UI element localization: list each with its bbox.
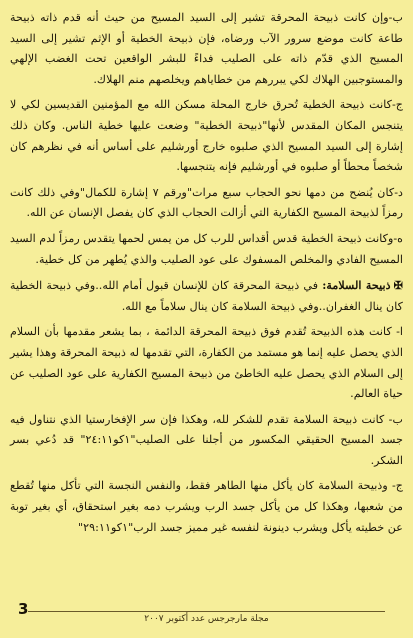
paragraph: ب-وإن كانت ذبيحة المحرقة تشير إلى السيد المسيح من حيث أنه قدم ذاته ذبيحة طاعة كانت موضع سرور الآب ورضاه، فإن ذبيحة الخطية أو الإثم تشير إلى السيد المسيح الذي قدّم ذاته على الصليب فداءً للبشر الواقعين تحت الغضب الإلهي والمستوجبين الهلاك لكي يبررهم من خطاياهم ويخلصهم منم الهلاك. — [10, 11, 403, 86]
page-number: 3 — [18, 600, 29, 618]
footer-issue: مجلة مارجرجس عدد أكتوبر ٢٠٠٧ — [144, 614, 269, 624]
section-paragraph — [10, 275, 403, 317]
section-heading: ذبيحة السلامة: — [322, 278, 391, 293]
paragraph: د-كان يُنضح من دمها نحو الحجاب سبع مرات"ورقم ٧ إشارة للكمال"وفي ذلك كانت رمزاً لذبيحة المسيح الكفارية التي أزالت الحجاب الذي كان يفصل الإنسان عن الله. — [10, 185, 403, 220]
paragraph: ه-وكانت ذبيحة الخطية قدس أقداس للرب كل من يمس لحمها يتقدس رمزاً لدم السيد المسيح الفادي والمخلص المسفوك على عود الصليب والذي يُطهر من كل خطية. — [10, 231, 403, 266]
section-text: في ذبيحة المحرقة كان للإنسان قبول أمام الله..وفي ذبيحة الخطية كان ينال الغفران..وفي ذبيحة السلامة كان ينال سلاماً مع الله. — [10, 279, 403, 313]
footer-divider — [28, 611, 385, 612]
paragraph: ج-كانت ذبيحة الخطية تُحرق خارج المحلة مسكن الله مع المؤمنين القديسين لكي لا يتنجس المكان المقدس لأنها"ذبيحة الخطية" وضعت عليها خطية الناس. وكان ذلك إشارة إلى السيد المسيح الذي صلبوه خارج أورشليم على أساس أنه في نظرهم كان شخصاً محطاً أو صلبوه في أورشليم فإنه يتنجسها. — [10, 98, 403, 174]
paragraph: ا- كانت هذه الذبيحة تُقدم فوق ذبيحة المحرقة الدائمة ، بما يشعر مقدمها بأن السلام الذي يحصل عليه إنما هو مستمد من الكفارة، التي تقدمها له ذبيحة المحرقة وهذا يشير إلى السلام الذي يحصل عليه الخاطئ من ذبيحة المسيح الكفارية على عود الصليب عن حياة العالم. — [10, 325, 403, 401]
document-page — [10, 8, 403, 608]
cross-icon: ✠ — [393, 278, 403, 293]
paragraph: ب- كانت ذبيحة السلامة تقدم للشكر لله، وهكذا فإن سر الإفخارستيا الذي نتناول فيه جسد المسيح الحقيقي المكسور من أجلنا على الصليب"١كو٢٤:١١" قد دُعي بسر الشكر. — [10, 412, 403, 467]
paragraph: ج- وذبيحة السلامة كان يأكل منها الطاهر فقط، والنفس النجسة التي تأكل منها تُقطع من شعبها، وهكذا كل من يأكل جسد الرب ويشرب دمه بغير استحقاق، أي بغير توبة عن خطيته يأكل ويشرب دينونة لنفسه غير مميز جسد الرب"١كو٢٩:١١" — [10, 479, 403, 534]
